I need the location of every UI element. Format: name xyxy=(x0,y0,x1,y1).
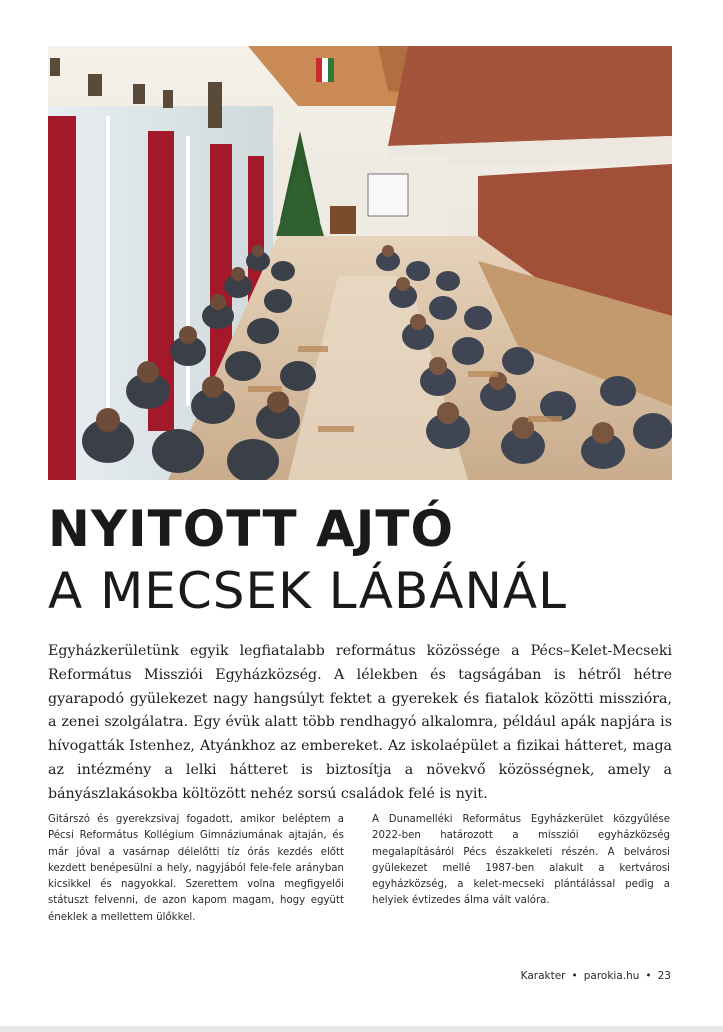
bottom-divider xyxy=(0,1026,723,1032)
body-column-left: Gitárszó és gyerekzsivaj fogadott, amikor beléptem a Pécsi Református Kollégium Gimnáziumának ajtaján, és már jóval a vasárnap délelőtti tíz órás kezdés előtt kezdett benépesülni a hely, nagyjából fele-fele arányban kicsikkel és nagyokkal. Szerettem volna megfigyelői státuszt felvenni, de azon kapom magam, hogy együtt éneklek a mellettem ülőkkel. xyxy=(48,814,344,923)
article-photo xyxy=(48,46,672,480)
footer-separator: • xyxy=(645,970,652,982)
body-column-right: A Dunamelléki Református Egyházkerület közgyűlése 2022-ben határozott a missziói egyházközség megalapításáról Pécs északkeleti részén. A belvárosi gyülekezet mellé 1987-ben alakult a kertvárosi egyházközség, a kelet-mecseki plántálással pedig a helyiek évtizedes álma vált valóra. xyxy=(372,814,670,907)
title-line-1: NYITOTT AJTÓ xyxy=(48,500,454,558)
article-title xyxy=(48,498,688,622)
page-footer xyxy=(521,970,671,982)
hall-scene xyxy=(48,46,672,480)
page-number: 23 xyxy=(657,970,671,982)
footer-magazine: Karakter xyxy=(520,970,566,982)
lead-paragraph: Egyházkerületünk egyik legfiatalabb református közössége a Pécs–Kelet-Mecseki Református Missziói Egyházközség. A lélekben és tagságában is hétről hétre gyarapodó gyülekezet nagy hangsúlyt fektet a gyerekek és fiatalok közötti misszióra, a zenei szolgálatra. Egy évük alatt több rendhagyó alkalomra, például apák napjára is hívogatták Istenhez, Atyánkhoz az embereket. Az iskolaépület a fizikai hátteret, maga az intézmény a lelki hátteret is biztosítja a növekvő közösségnek, amely a bányászlakásokba költözött nehéz sorsú családok felé is nyit. xyxy=(48,643,672,802)
footer-separator: • xyxy=(571,970,578,982)
footer-site: parokia.hu xyxy=(583,970,640,982)
title-line-2: A MECSEK LÁBÁNÁL xyxy=(48,562,567,620)
